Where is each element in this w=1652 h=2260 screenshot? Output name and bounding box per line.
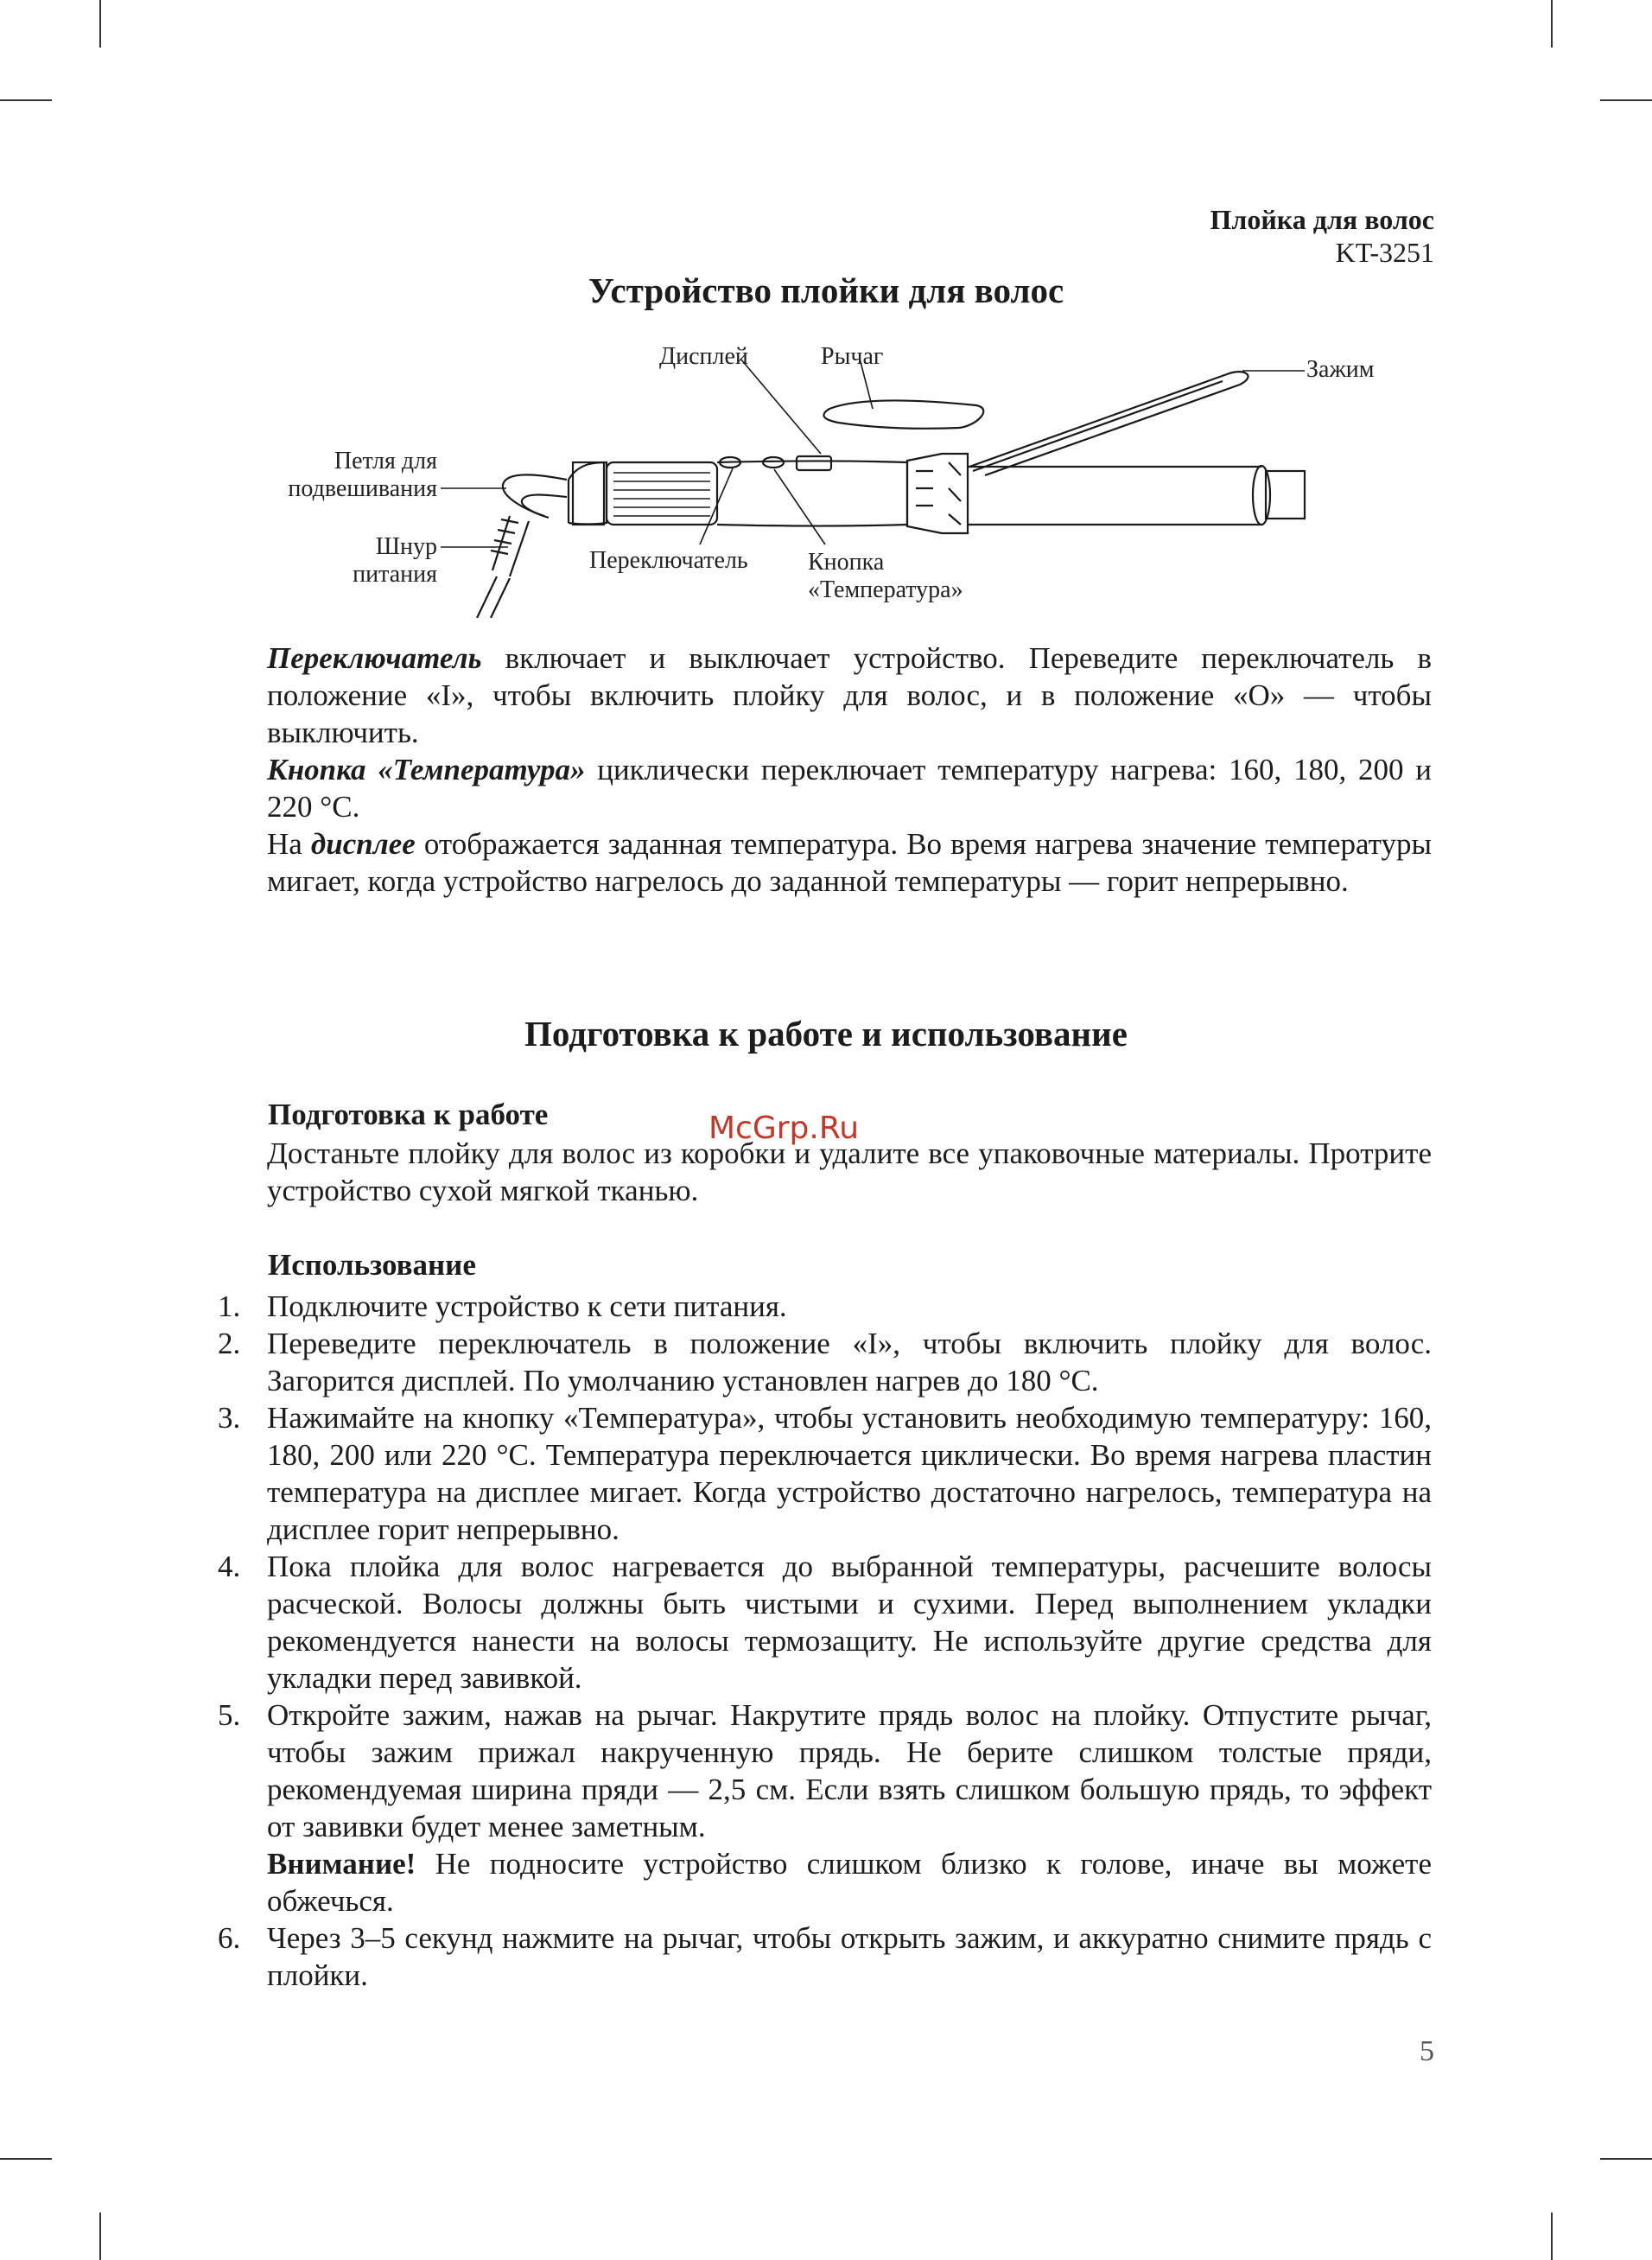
section-title-usage: Подготовка к работе и использование: [524, 1014, 1128, 1054]
label-loop: [268, 448, 437, 503]
label-cord: [268, 533, 437, 589]
warning-text: Не подносите устройство слишком близко к голове, иначе вы можете обжечься.: [267, 1847, 1432, 1918]
term-switch: Переключатель: [267, 641, 482, 675]
label-cord-line1: Шнур: [375, 533, 437, 560]
list-item: [218, 1288, 1432, 1325]
label-display: Дисплей: [659, 343, 748, 370]
section-title-device: Устройство плойки для волос: [588, 271, 1064, 310]
term-temp-button: Кнопка «Температура»: [267, 753, 586, 786]
list-item: [218, 1399, 1432, 1548]
label-temp-line1: Кнопка: [808, 549, 885, 576]
step-text: Нажимайте на кнопку «Температура», чтобы установить необходимую температуру: 160, 180, 200 или 220 °C. Температура переключается циклически. Во время нагрева пластин температура на дисплее мигает. Когда устройство достаточно нагрелось, температура на дисплее горит непрерывно.: [267, 1401, 1432, 1546]
step-text: Пока плойка для волос нагревается до выбранной температуры, расчешите волосы расческой. Волосы должны быть чистыми и сухими. Перед выполнением укладки рекомендуется нанести на волосы термозащиту. Не используйте другие средства для укладки перед завивкой.: [267, 1550, 1432, 1695]
crop-mark: [99, 2212, 101, 2260]
label-temp-button: [808, 549, 963, 604]
crop-mark: [1600, 99, 1652, 101]
term-display: дисплее: [310, 827, 416, 861]
curling-iron-diagram: [251, 333, 1408, 618]
description-block: [218, 640, 1432, 900]
label-lever: Рычаг: [821, 343, 884, 370]
step-number: 3.: [218, 1401, 241, 1435]
warning-note: [218, 1845, 1432, 1919]
list-item: [218, 1697, 1432, 1845]
page-number: 5: [1420, 2035, 1434, 2067]
crop-mark: [0, 2158, 52, 2160]
heading-preparation: Подготовка к работе: [268, 1098, 549, 1131]
list-item: [218, 1548, 1432, 1697]
crop-mark: [1551, 0, 1553, 48]
step-number: 6.: [218, 1921, 241, 1955]
step-text: Откройте зажим, нажав на рычаг. Накрутите прядь волос на плойку. Отпустите рычаг, чтобы зажим прижал накрученную прядь. Не берите слишком толстые пряди, рекомендуемая ширина пряди — 2,5 см. Если взять слишком большую прядь, то эффект от завивки будет менее заметным.: [267, 1698, 1432, 1843]
text-switch: включает и выключает устройство. Переведите переключатель в положение «I», чтобы включить плойку для волос, и в положение «O» — чтобы выключить.: [267, 641, 1432, 749]
crop-mark: [1600, 2158, 1652, 2160]
step-text: Через 3–5 секунд нажмите на рычаг, чтобы открыть зажим, и аккуратно снимите прядь с плойки.: [267, 1921, 1432, 1992]
text-display-pre: На: [267, 827, 311, 861]
crop-mark: [0, 99, 52, 101]
heading-usage: Использование: [268, 1248, 476, 1282]
product-name: Плойка для волос: [1210, 204, 1434, 235]
paragraph-switch: [218, 640, 1432, 751]
text-temp-button: циклически переключает температуру нагрева: 160, 180, 200 и 220 °C.: [267, 753, 1432, 824]
crop-mark: [1551, 2212, 1553, 2260]
label-clamp: Зажим: [1306, 356, 1375, 383]
crop-mark: [99, 0, 101, 48]
label-switch: Переключатель: [589, 547, 748, 574]
label-cord-line2: питания: [353, 561, 437, 588]
watermark: McGrp.Ru: [708, 1111, 860, 1146]
step-number: 4.: [218, 1550, 241, 1583]
warning-label: Внимание!: [267, 1847, 416, 1881]
text-preparation: Достаньте плойку для волос из коробки и удалите все упаковочные материалы. Протрите устройство сухой мягкой тканью.: [267, 1136, 1432, 1207]
step-number: 5.: [218, 1698, 241, 1732]
text-display: отображается заданная температура. Во время нагрева значение температуры мигает, когда устройство нагрелось до заданной температуры — горит непрерывно.: [267, 827, 1433, 898]
label-temp-line2: «Температура»: [808, 576, 963, 603]
list-item: [218, 1325, 1432, 1399]
paragraph-temp-button: [218, 751, 1432, 825]
paragraph-display: [218, 825, 1432, 900]
step-text: Подключите устройство к сети питания.: [267, 1289, 787, 1323]
step-number: 2.: [218, 1327, 241, 1360]
step-text: Переведите переключатель в положение «I», чтобы включить плойку для волос. Загорится дисплей. По умолчанию установлен нагрев до 180 °C.: [267, 1327, 1432, 1397]
model-number: KT-3251: [1335, 237, 1434, 268]
list-item: [218, 1919, 1432, 1994]
step-number: 1.: [218, 1289, 241, 1323]
document-header: [1210, 203, 1434, 269]
label-loop-line1: Петля для: [334, 448, 437, 474]
paragraph-preparation: [218, 1135, 1432, 1209]
usage-steps-list: [218, 1288, 1432, 1994]
label-loop-line2: подвешивания: [288, 475, 437, 502]
